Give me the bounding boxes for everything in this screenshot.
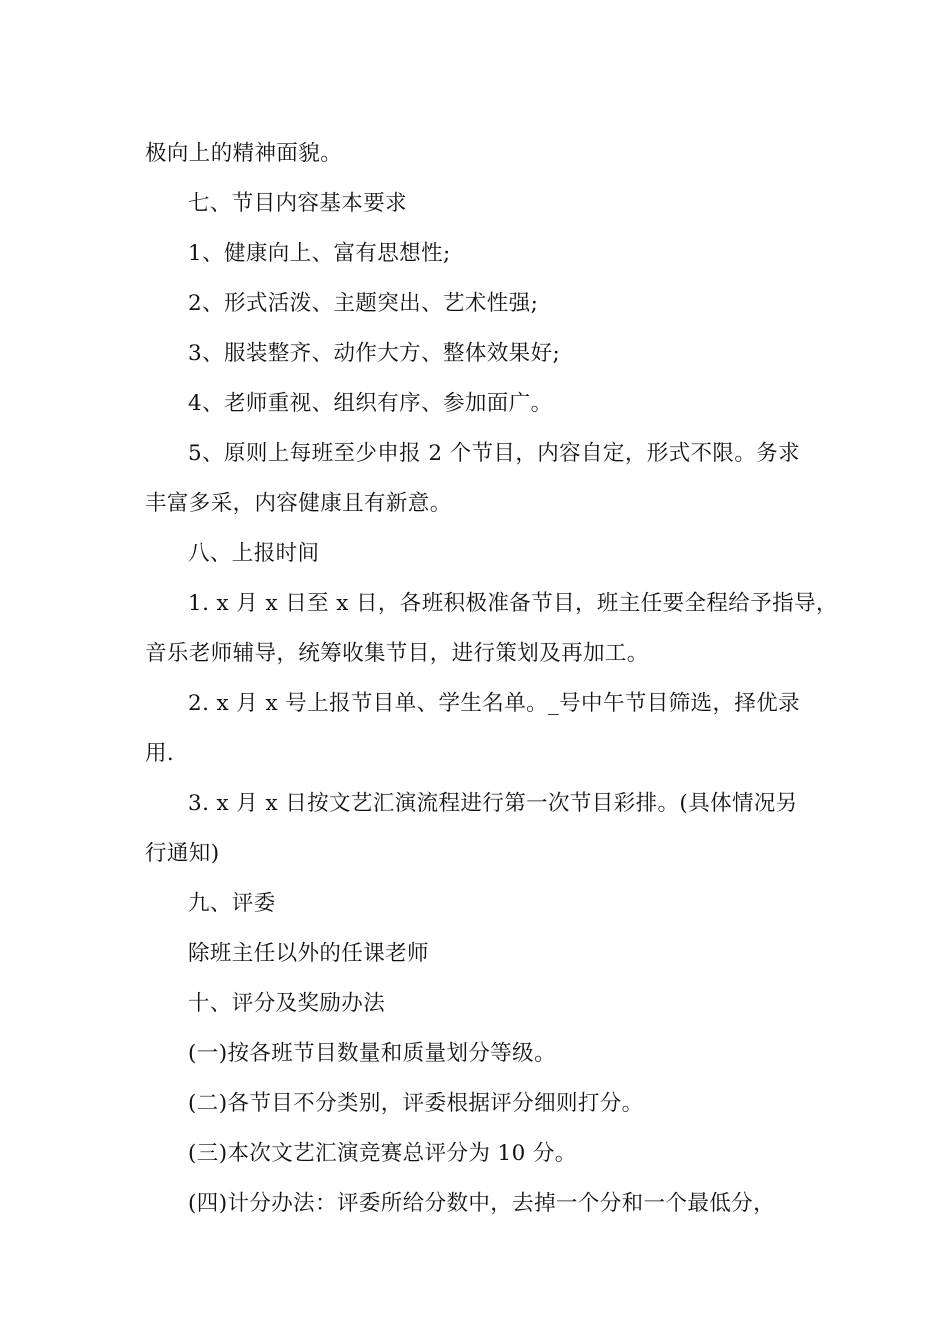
section-heading-8: 八、上报时间 [188, 541, 320, 566]
list-item-5-continuation: 丰富多采，内容健康且有新意。 [145, 491, 452, 516]
document-body [145, 129, 838, 1229]
scoring-item-3: (三)本次文艺汇演竞赛总评分为 10 分。 [188, 1141, 577, 1166]
section-heading-10: 十、评分及奖励办法 [188, 991, 386, 1016]
list-item-1: 1、健康向上、富有思想性; [188, 241, 451, 266]
scoring-item-2: (二)各节目不分类别，评委根据评分细则打分。 [188, 1091, 644, 1116]
list-item-2: 2、形式活泼、主题突出、艺术性强; [188, 291, 539, 316]
schedule-item-3: 3. x 月 x 日按文艺汇演流程进行第一次节目彩排。(具体情况另 [188, 791, 798, 816]
section-heading-7: 七、节目内容基本要求 [188, 191, 408, 216]
schedule-item-3-continuation: 行通知) [145, 841, 220, 866]
scoring-item-4: (四)计分办法：评委所给分数中，去掉一个分和一个最低分， [188, 1191, 775, 1216]
schedule-item-2: 2. x 月 x 号上报节目单、学生名单。_号中午节目筛选，择优录 [188, 691, 801, 716]
judges-text: 除班主任以外的任课老师 [188, 941, 429, 966]
scoring-item-1: (一)按各班节目数量和质量划分等级。 [188, 1041, 556, 1066]
list-item-5: 5、原则上每班至少申报 2 个节目，内容自定，形式不限。务求 [188, 441, 801, 466]
list-item-3: 3、服装整齐、动作大方、整体效果好; [188, 341, 561, 366]
section-heading-9: 九、评委 [188, 891, 276, 916]
schedule-item-1: 1. x 月 x 日至 x 日，各班积极准备节目，班主任要全程给予指导， [188, 591, 838, 616]
schedule-item-2-continuation: 用. [145, 741, 175, 766]
schedule-item-1-continuation: 音乐老师辅导，统筹收集节目，进行策划及再加工。 [145, 641, 649, 666]
list-item-4: 4、老师重视、组织有序、参加面广。 [188, 391, 553, 416]
paragraph-continuation: 极向上的精神面貌。 [145, 141, 343, 166]
